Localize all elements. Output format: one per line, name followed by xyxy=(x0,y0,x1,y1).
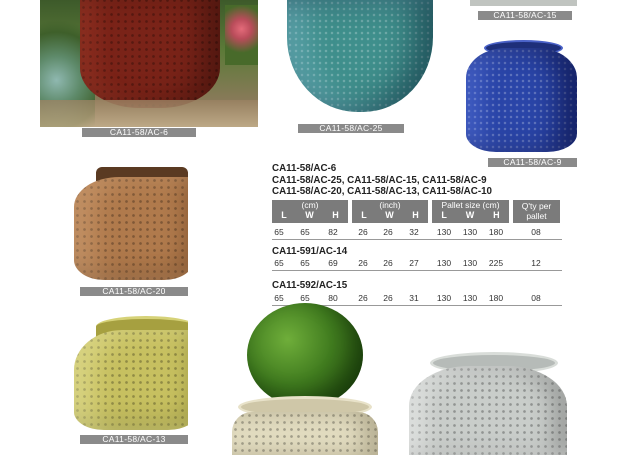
yellow-green-pot xyxy=(74,316,188,430)
model-code-ac14: CA11-591/AC-14 xyxy=(272,245,348,257)
bronze-pot xyxy=(74,167,188,280)
teal-pot xyxy=(287,0,433,112)
caption-ac6: CA11-58/AC-6 xyxy=(82,128,196,137)
yellow-pot-body xyxy=(74,330,188,430)
spec-header xyxy=(272,200,562,226)
header-pallet: Pallet size (cm) L W H xyxy=(432,200,509,223)
header-cm: (cm) L W H xyxy=(272,200,348,223)
spec-row-2: 65 65 69 26 26 27 130 130 225 12 xyxy=(272,257,562,271)
caption-ac20: CA11-58/AC-20 xyxy=(80,287,188,296)
ground xyxy=(40,100,258,127)
model-codes-line1: CA11-58/AC-6 xyxy=(272,163,337,174)
stone-pot-top-cropped xyxy=(470,0,577,6)
red-pot xyxy=(80,0,220,108)
blue-pot xyxy=(466,40,577,152)
model-code-ac15: CA11-592/AC-15 xyxy=(272,280,348,291)
model-codes-line3: CA11-58/AC-20, CA11-58/AC-13, CA11-58/AC-10 xyxy=(272,186,492,197)
spec-block xyxy=(272,163,562,306)
blue-pot-body xyxy=(466,48,577,152)
caption-ac15: CA11-58/AC-15 xyxy=(478,11,572,20)
caption-ac25: CA11-58/AC-25 xyxy=(298,124,404,133)
grey-pot-body xyxy=(409,366,567,455)
spec-row-1: 65 65 82 26 26 32 130 130 180 08 xyxy=(272,226,562,240)
photo-red-pot-garden xyxy=(40,0,258,127)
boxwood-topiary xyxy=(247,303,363,407)
garden-flowers-right xyxy=(225,5,258,65)
caption-ac13: CA11-58/AC-13 xyxy=(80,435,188,444)
caption-ac9: CA11-58/AC-9 xyxy=(488,158,577,167)
cream-pot-body xyxy=(232,412,378,455)
header-inch: (inch) L W H xyxy=(352,200,428,223)
model-codes-line2: CA11-58/AC-25, CA11-58/AC-15, CA11-58/AC-9 xyxy=(272,174,487,186)
spec-row-3: 65 65 80 26 26 31 130 130 180 08 xyxy=(272,292,562,306)
header-qty: Q'ty per pallet xyxy=(513,200,560,223)
bronze-pot-body xyxy=(74,177,188,280)
